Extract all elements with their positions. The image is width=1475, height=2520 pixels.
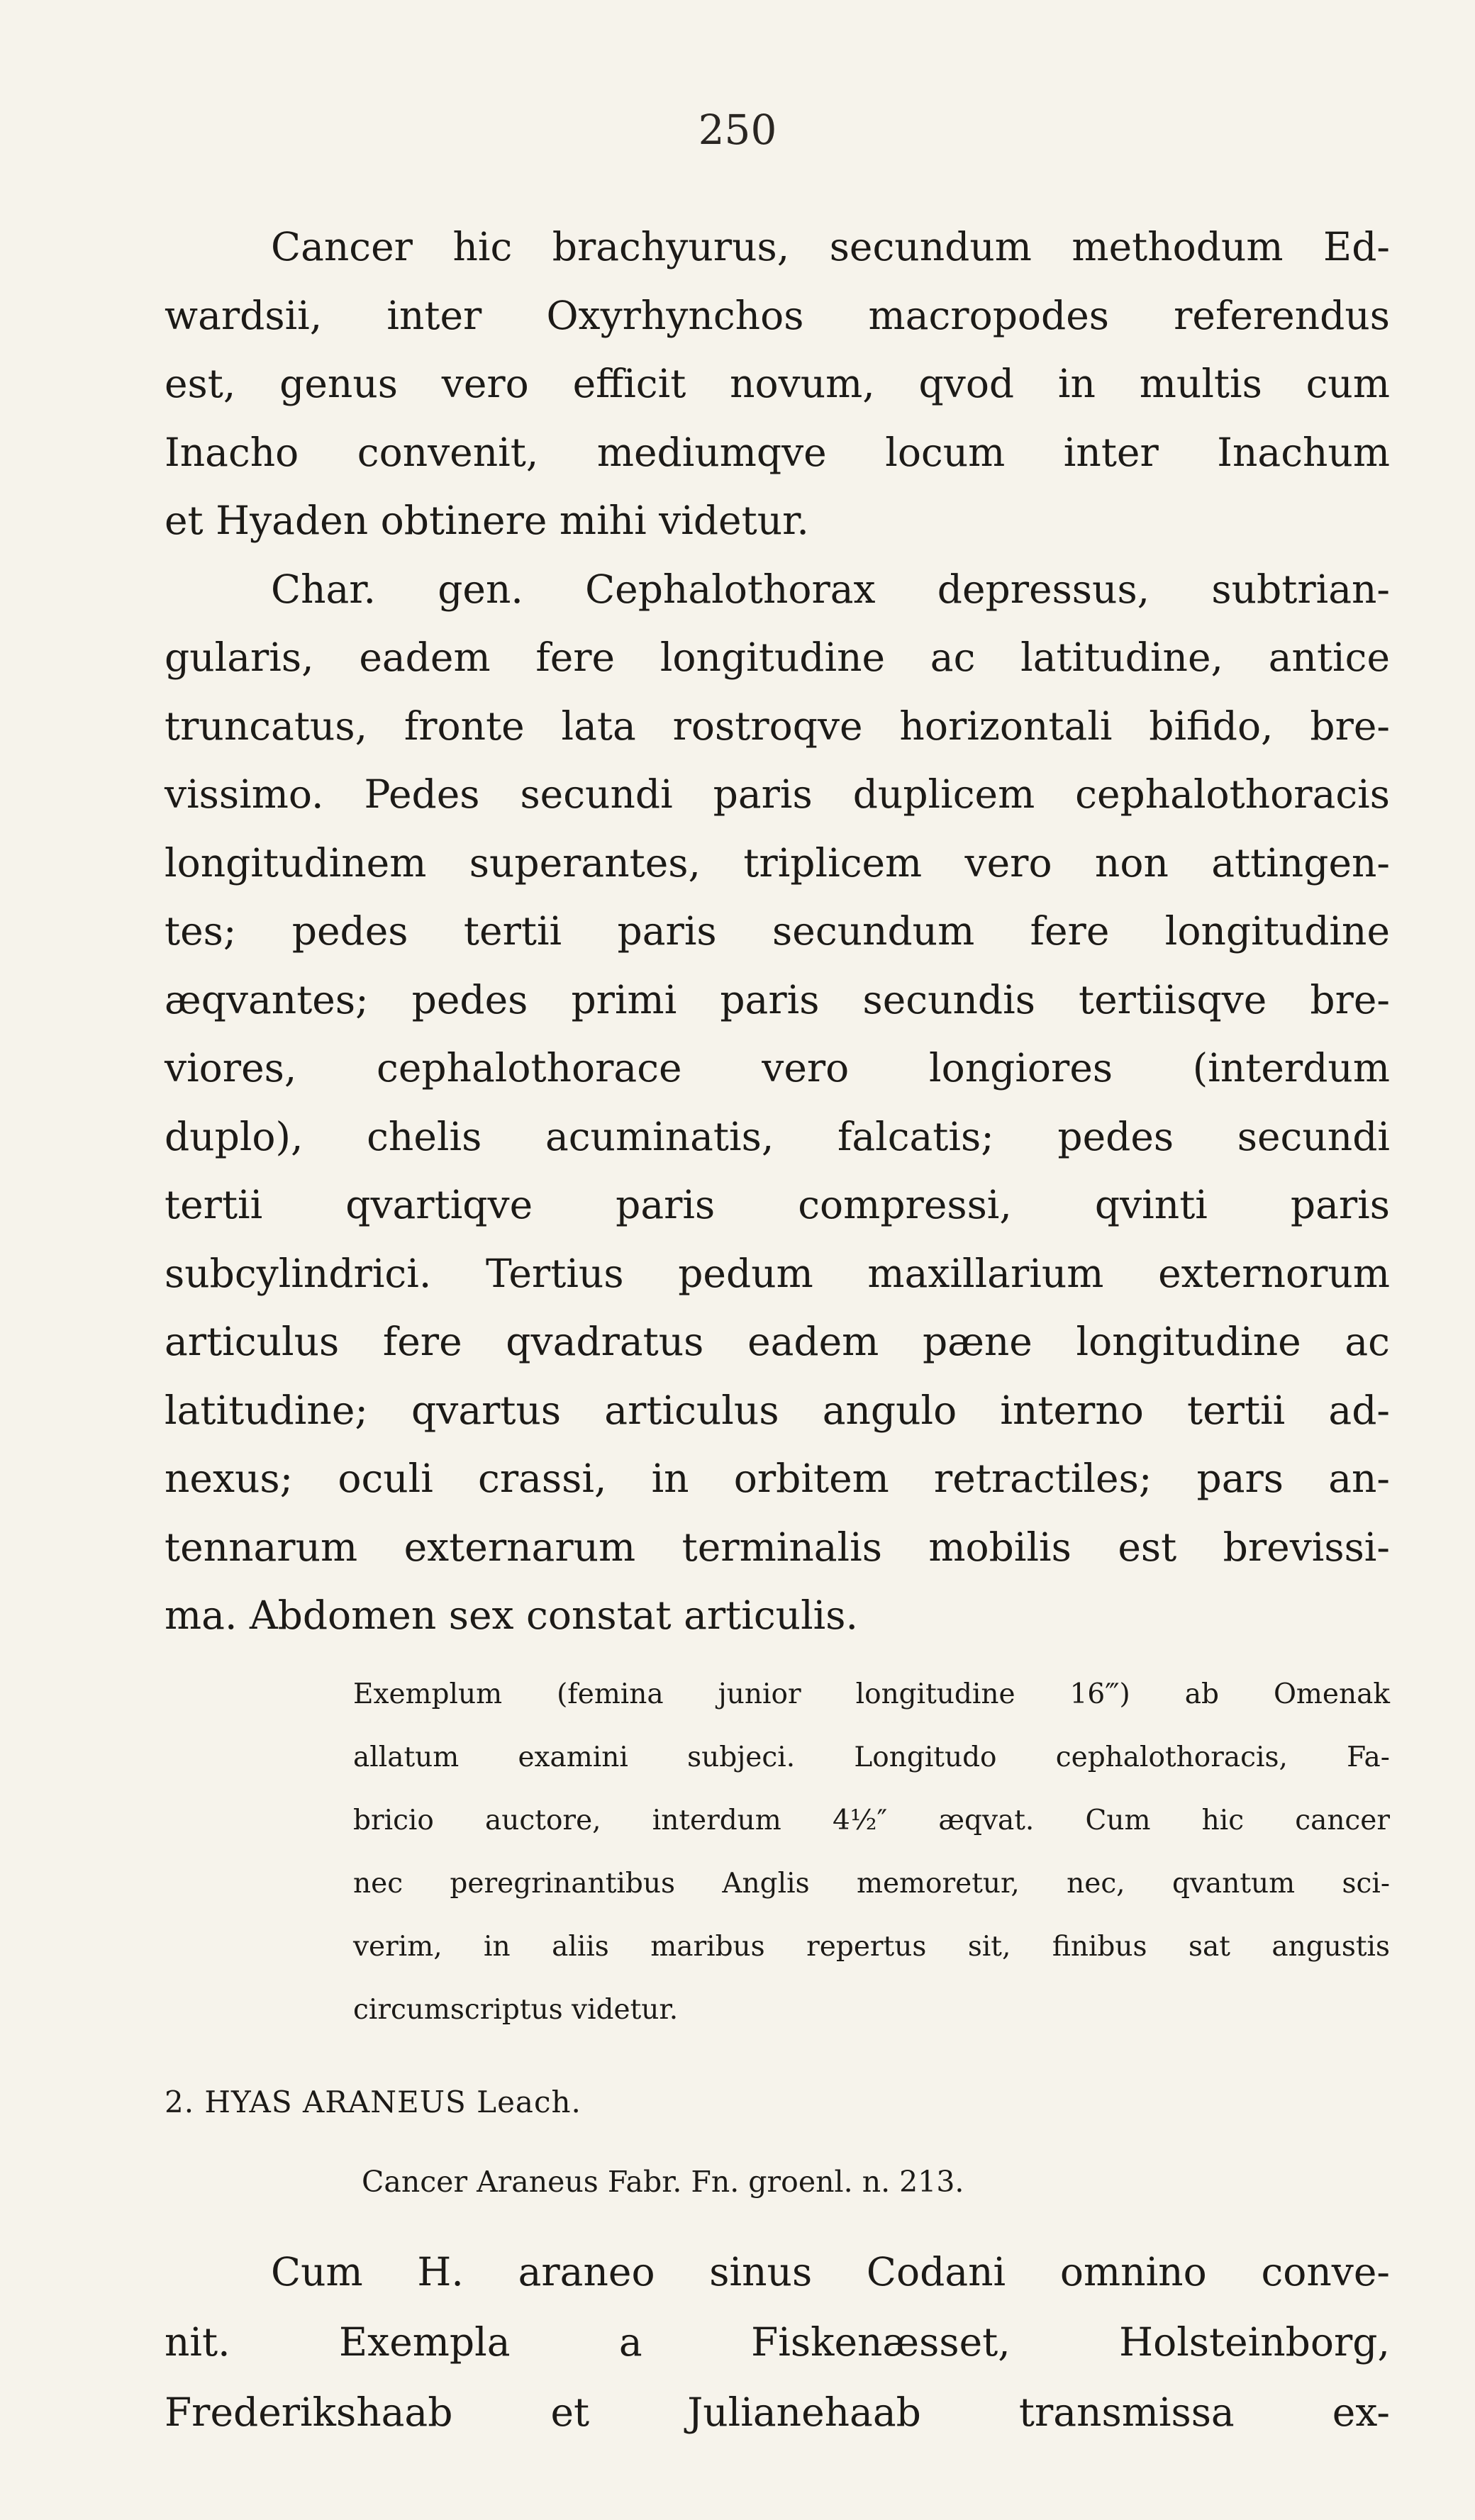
- note-line: Exemplum (femina junior longitudine 16‴) ab Omenak: [353, 1678, 1390, 1710]
- text-line: truncatus, fronte lata rostroqve horizontali bifido, bre-: [165, 703, 1390, 749]
- note-line: allatum examini subjeci. Longitudo cephalothoracis, Fa-: [353, 1741, 1390, 1773]
- text-line: et Hyaden obtinere mihi videtur.: [165, 498, 809, 543]
- text-line: Frederikshaab et Julianehaab transmissa ex-: [165, 2390, 1390, 2435]
- text-line: latitudine; qvartus articulus angulo interno tertii ad-: [165, 1387, 1390, 1433]
- text-line: tes; pedes tertii paris secundum fere longitudine: [165, 908, 1390, 954]
- text-line: Char. gen. Cephalothorax depressus, subtrian-: [271, 566, 1390, 612]
- text-line: tennarum externarum terminalis mobilis est brevissi-: [165, 1524, 1390, 1570]
- text-line: gularis, eadem fere longitudine ac latitudine, antice: [165, 635, 1390, 680]
- text-line: est, genus vero efficit novum, qvod in multis cum: [165, 361, 1390, 406]
- text-line: Cum H. araneo sinus Codani omnino conve-: [271, 2249, 1390, 2295]
- note-line: verim, in aliis maribus repertus sit, finibus sat angustis: [353, 1931, 1390, 1963]
- main-text: [165, 213, 1390, 1650]
- page-number: 250: [698, 106, 777, 154]
- closing-text: [165, 2237, 1390, 2448]
- text-line: Inacho convenit, mediumqve locum inter Inachum: [165, 429, 1390, 475]
- text-line: ma. Abdomen sex constat articulis.: [165, 1593, 858, 1638]
- text-line: longitudinem superantes, triplicem vero non attingen-: [165, 840, 1390, 886]
- note-line: circumscriptus videtur.: [353, 1994, 679, 2026]
- text-line: nit. Exempla a Fiskenæsset, Holsteinborg,: [165, 2319, 1390, 2365]
- text-line: æqvantes; pedes primi paris secundis tertiisqve bre-: [165, 976, 1390, 1022]
- note-line: bricio auctore, interdum 4½″ æqvat. Cum hic cancer: [353, 1805, 1390, 1836]
- footnote-block: [353, 1663, 1390, 2041]
- text-line: vissimo. Pedes secundi paris duplicem cephalothoracis: [165, 771, 1390, 817]
- text-line: Cancer hic brachyurus, secundum methodum Ed-: [271, 224, 1390, 269]
- text-line: nexus; oculi crassi, in orbitem retractiles; pars an-: [165, 1456, 1390, 1501]
- text-line: viores, cephalothorace vero longiores (interdum: [165, 1045, 1390, 1091]
- species-synonym: Cancer Araneus Fabr. Fn. groenl. n. 213.: [362, 2165, 964, 2199]
- text-line: articulus fere qvadratus eadem pæne longitudine ac: [165, 1319, 1390, 1364]
- text-line: wardsii, inter Oxyrhynchos macropodes referendus: [165, 292, 1390, 338]
- text-line: subcylindrici. Tertius pedum maxillarium externorum: [165, 1250, 1390, 1296]
- note-line: nec peregrinantibus Anglis memoretur, nec, qvantum sci-: [353, 1868, 1390, 1900]
- text-line: duplo), chelis acuminatis, falcatis; pedes secundi: [165, 1113, 1390, 1159]
- text-line: tertii qvartiqve paris compressi, qvinti paris: [165, 1182, 1390, 1227]
- species-heading: 2. HYAS ARANEUS Leach.: [165, 2085, 581, 2119]
